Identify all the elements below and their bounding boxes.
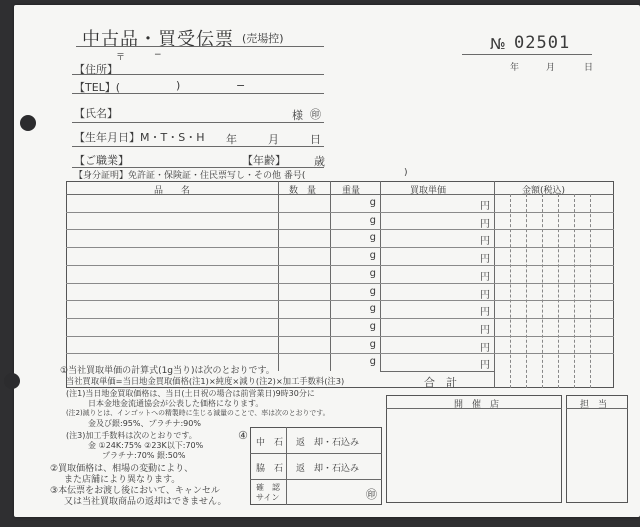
name-honorific: 様 — [292, 109, 303, 122]
note-2-line-b: また店舗により異なります。 — [64, 475, 181, 485]
binder-hole-bottom — [4, 373, 20, 389]
center-stone-options: 返 却・石込み — [296, 438, 360, 448]
name-label: 【氏名】 — [74, 107, 118, 120]
note-2-line-a: ②買取価格は、相場の変動により、 — [50, 464, 194, 474]
age-unit: 歳 — [314, 155, 325, 168]
price-unit-yen: 円 — [480, 201, 490, 212]
tel-close-paren: ) — [176, 79, 181, 92]
price-unit-yen: 円 — [480, 289, 490, 301]
weight-unit-g: g — [369, 232, 376, 244]
id-proof-label: 【身分証明】免許証・保険証・住民票写し・その他 番号( — [74, 171, 306, 181]
weight-unit-g: g — [369, 267, 376, 279]
birthdate-month: 月 — [268, 133, 279, 146]
total-label: 合 計 — [424, 376, 457, 389]
price-unit-yen: 円 — [480, 254, 490, 266]
stone-box-number: ④ — [238, 429, 248, 442]
header-weight: 重量 — [342, 186, 361, 196]
tel-dash: − — [236, 79, 246, 92]
note-3-line-b: 又は当社買取商品の返却はできません。 — [64, 497, 227, 507]
age-label: 【年齢】 — [242, 154, 286, 167]
date-month-label: 月 — [546, 63, 556, 73]
header-item-name: 品 名 — [154, 186, 191, 196]
serial-number: 02501 — [514, 33, 571, 53]
price-unit-yen: 円 — [480, 342, 490, 354]
note-1-remark-1a: (注1)当日地金買取価格は、当日(土日祝の場合は前営業日)9時30分に — [66, 389, 315, 398]
serial-number-label: № — [490, 35, 506, 53]
note-1-remark-3b: 金 ①24K:75% ②23K以下:70% — [88, 441, 204, 450]
note-1-remark-1b: 日本金地金流通協会が公表した価格になります。 — [88, 399, 264, 408]
center-stone-label: 中 石 — [256, 438, 284, 448]
confirm-seal-mark: ㊞ — [366, 488, 377, 501]
note-1-formula: 当社買取単価=当日地金買取価格(注1)×純度×減り(注2)×加工手数料(注3) — [66, 377, 345, 387]
note-3-line-a: ③本伝票をお渡し後において、キャンセル — [50, 486, 220, 496]
slip-title: 中古品・買受伝票 — [82, 29, 234, 50]
confirm-label-b: サイン — [256, 493, 280, 502]
occupation-label: 【ご職業】 — [74, 154, 129, 167]
side-stone-label: 脇 石 — [256, 464, 284, 474]
note-1-remark-3a: (注3)加工手数料は次のとおりです。 — [66, 431, 197, 440]
note-1-remark-2a: (注2)減りとは、インゴットへの精製時に生じる減量のことで、率は次のとおりです。 — [66, 408, 330, 417]
date-year-label: 年 — [510, 63, 520, 73]
sales-slip-paper — [14, 5, 640, 517]
weight-unit-g: g — [369, 285, 376, 297]
postal-mark: 〒 — [116, 53, 126, 63]
confirm-label-a: 確 認 — [256, 483, 280, 492]
address-label: 【住所】 — [74, 63, 118, 76]
venue-store-label: 開 催 店 — [454, 400, 500, 410]
weight-unit-g: g — [369, 250, 376, 262]
side-stone-options: 返 却・石込み — [296, 464, 360, 474]
price-unit-yen: 円 — [480, 360, 490, 372]
price-unit-yen: 円 — [480, 218, 490, 230]
weight-unit-g: g — [369, 356, 376, 368]
weight-unit-g: g — [369, 197, 376, 208]
price-unit-yen: 円 — [480, 271, 490, 283]
slip-subtitle: (売場控) — [242, 32, 284, 45]
price-unit-yen: 円 — [480, 307, 490, 319]
tel-label: 【TEL】( — [74, 81, 121, 94]
note-1-remark-3c: プラチナ:70% 銀:50% — [102, 451, 186, 460]
note-1-title: ①当社買取単価の計算式(1g当り)は次のとおりです。 — [60, 366, 275, 376]
name-seal-mark: ㊞ — [310, 108, 321, 121]
weight-unit-g: g — [369, 303, 376, 315]
note-1-remark-2b: 金及び銀:95%、プラチナ:90% — [88, 419, 201, 428]
venue-store-box — [386, 395, 562, 503]
birthdate-label: 【生年月日】M・T・S・H — [74, 131, 205, 144]
id-proof-close: ) — [404, 168, 408, 178]
header-amount: 金額(税込) — [522, 186, 566, 196]
staff-label: 担 当 — [580, 400, 608, 410]
postal-dash: − — [154, 50, 162, 60]
birthdate-year: 年 — [226, 133, 237, 146]
header-quantity: 数 量 — [289, 186, 317, 196]
weight-unit-g: g — [369, 338, 376, 350]
binder-hole-top — [20, 115, 36, 131]
staff-box — [566, 395, 628, 503]
price-unit-yen: 円 — [480, 324, 490, 336]
birthdate-day: 日 — [310, 133, 321, 146]
date-day-label: 日 — [584, 63, 594, 73]
weight-unit-g: g — [369, 214, 376, 226]
weight-unit-g: g — [369, 320, 376, 332]
header-unit-price: 買取単価 — [410, 186, 447, 196]
price-unit-yen: 円 — [480, 236, 490, 248]
